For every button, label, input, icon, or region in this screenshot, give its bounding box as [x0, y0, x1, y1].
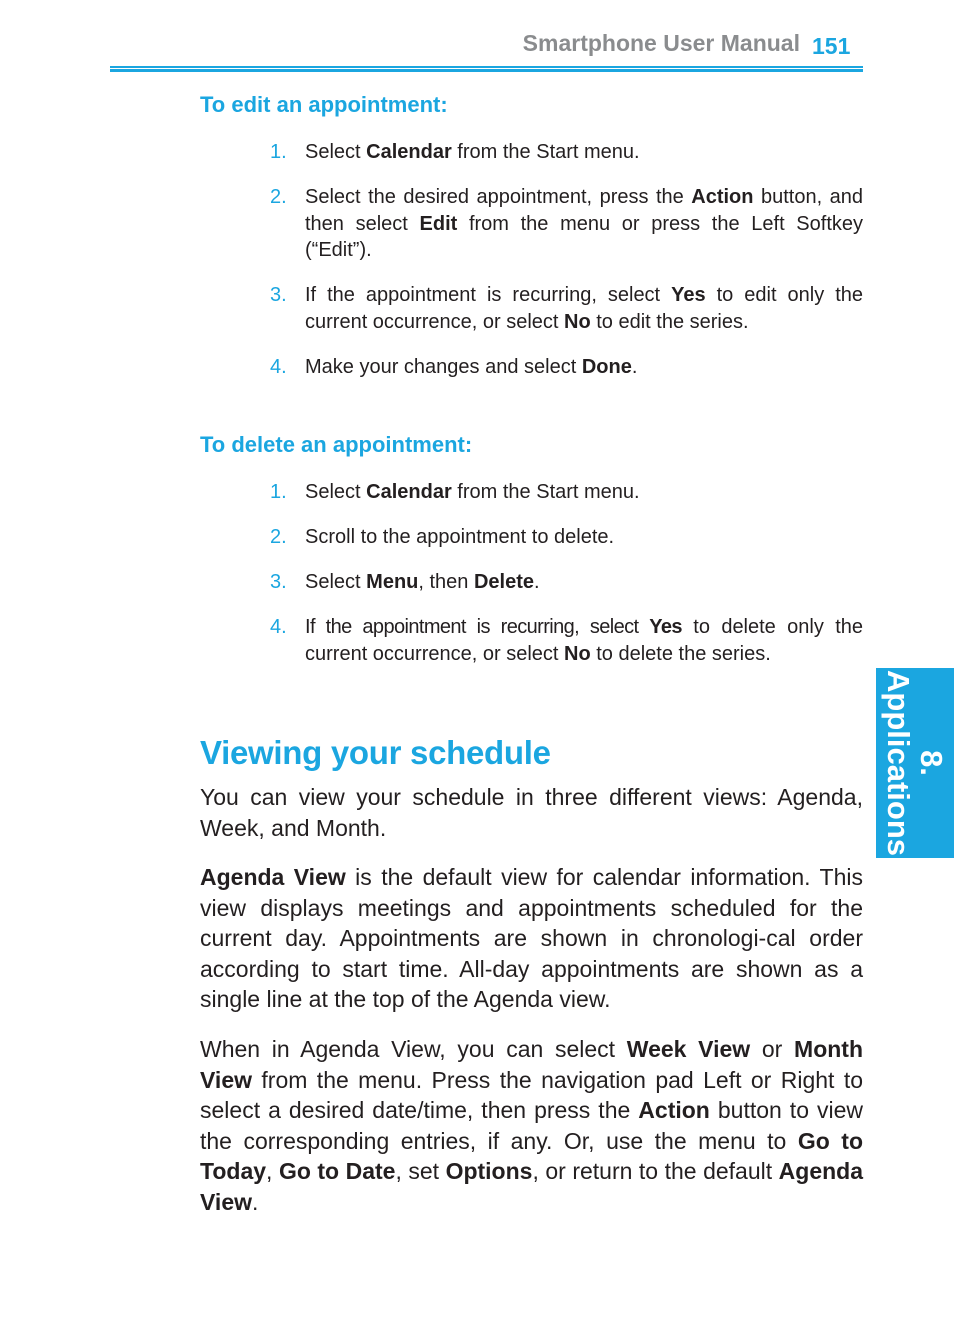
edit-step-4: 4. Make your changes and select Done. [270, 354, 637, 381]
navigation-paragraph: When in Agenda View, you can select Week View or Month View from the menu. Press the navigation pad Left or Right to select a desired date/time, then press the Action button to view the corresponding entries, if any. Or, use the menu to Go to Today, Go to Date, set Options, or return to the default Agenda View. [200, 1036, 863, 1215]
header-rule-thin [110, 66, 863, 68]
header-rule-thick [110, 69, 863, 72]
step-number: 1. [270, 141, 287, 163]
delete-step-4: 4. If the appointment is recurring, select Yes to delete only the current occurrence, or select No to delete the series. [270, 616, 863, 665]
step-number: 2. [270, 526, 287, 548]
chapter-tab [876, 668, 954, 858]
viewing-schedule-heading: Viewing your schedule [200, 734, 551, 771]
chapter-tab-text [882, 670, 948, 856]
viewing-intro-paragraph: You can view your schedule in three different views: Agenda, Week, and Month. [200, 784, 863, 841]
step-number: 2. [270, 186, 287, 208]
step-number: 1. [270, 481, 287, 503]
edit-step-1: 1. Select Calendar from the Start menu. [270, 139, 640, 166]
step-number: 4. [270, 616, 287, 638]
chapter-tab-number: 8. [914, 750, 949, 776]
edit-appointment-heading: To edit an appointment: [200, 92, 448, 117]
running-header-title: Smartphone User Manual [522, 30, 800, 56]
page-number: 151 [812, 33, 851, 59]
edit-step-3: 3. If the appointment is recurring, select Yes to edit only the current occurrence, or select No to edit the series. [270, 284, 863, 333]
delete-step-3: 3. Select Menu, then Delete. [270, 569, 540, 596]
delete-step-2: 2. Scroll to the appointment to delete. [270, 524, 614, 551]
step-number: 4. [270, 356, 287, 378]
step-number: 3. [270, 284, 287, 306]
step-number: 3. [270, 571, 287, 593]
agenda-view-paragraph: Agenda View is the default view for calendar information. This view displays meetings and appointments scheduled for the current day. Appointments are shown in chronologi-cal order according to start time. All-day appointments are shown as a single line at the top of the Agenda view. [200, 864, 864, 1013]
edit-step-2: 2. Select the desired appointment, press the Action button, and then select Edit from the menu or press the Left Softkey (“Edit”). [270, 186, 863, 261]
chapter-tab-label: Applications [881, 669, 916, 857]
delete-step-1: 1. Select Calendar from the Start menu. [270, 479, 640, 506]
delete-appointment-heading: To delete an appointment: [200, 432, 473, 457]
